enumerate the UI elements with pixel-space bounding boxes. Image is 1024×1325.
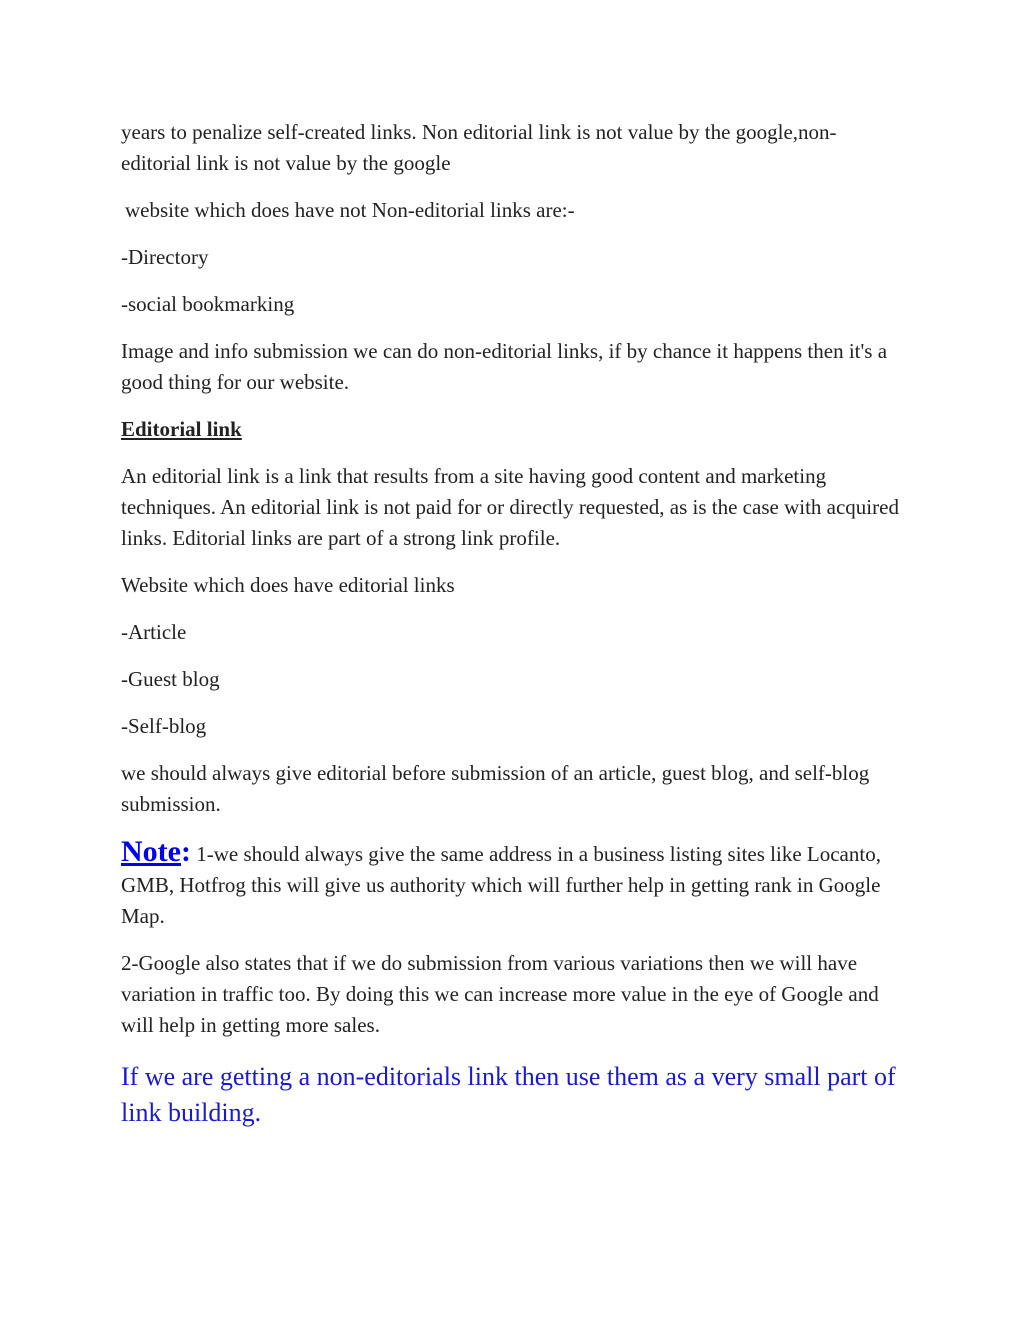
closing-statement: If we are getting a non-editorials link then use them as a very small part of link building.: [121, 1062, 896, 1127]
list-item-guest-blog: -Guest blog: [121, 667, 220, 691]
intro-paragraph: years to penalize self-created links. Non editorial link is not value by the google,non-editorial link is not value by the google: [121, 120, 837, 175]
note-text: 1-we should always give the same address in a business listing sites like Locanto, GMB, Hotfrog this will give us authority which will further help in getting rank in Google Map.: [121, 842, 881, 928]
note-label: Note: [121, 835, 181, 868]
image-info-paragraph: Image and info submission we can do non-editorial links, if by chance it happens then it's a good thing for our website.: [121, 339, 888, 394]
should-always-paragraph: we should always give editorial before submission of an article, guest blog, and self-blog submission.: [121, 761, 870, 816]
list-item-self-blog: -Self-blog: [121, 714, 207, 738]
list-item-article: -Article: [121, 620, 187, 644]
document-page: [121, 117, 906, 1147]
non-editorial-sites-paragraph: website which does have not Non-editorial links are:-: [125, 198, 575, 222]
editorial-sites-paragraph: Website which does have editorial links: [121, 573, 455, 597]
note-colon: :: [180, 835, 191, 868]
list-item-social-bookmarking: -social bookmarking: [121, 292, 295, 316]
note-paragraph: [121, 836, 906, 932]
editorial-definition-paragraph: An editorial link is a link that results from a site having good content and marketing techniques. An editorial link is not paid for or directly requested, as is the case with acquired links. Editorial links are part of a strong link profile.: [121, 464, 899, 550]
editorial-link-heading: Editorial link: [121, 417, 242, 441]
list-item-directory: -Directory: [121, 245, 209, 269]
google-variation-paragraph: 2-Google also states that if we do submission from various variations then we will have variation in traffic too. By doing this we can increase more value in the eye of Google and will help in getting more sales.: [121, 951, 879, 1037]
